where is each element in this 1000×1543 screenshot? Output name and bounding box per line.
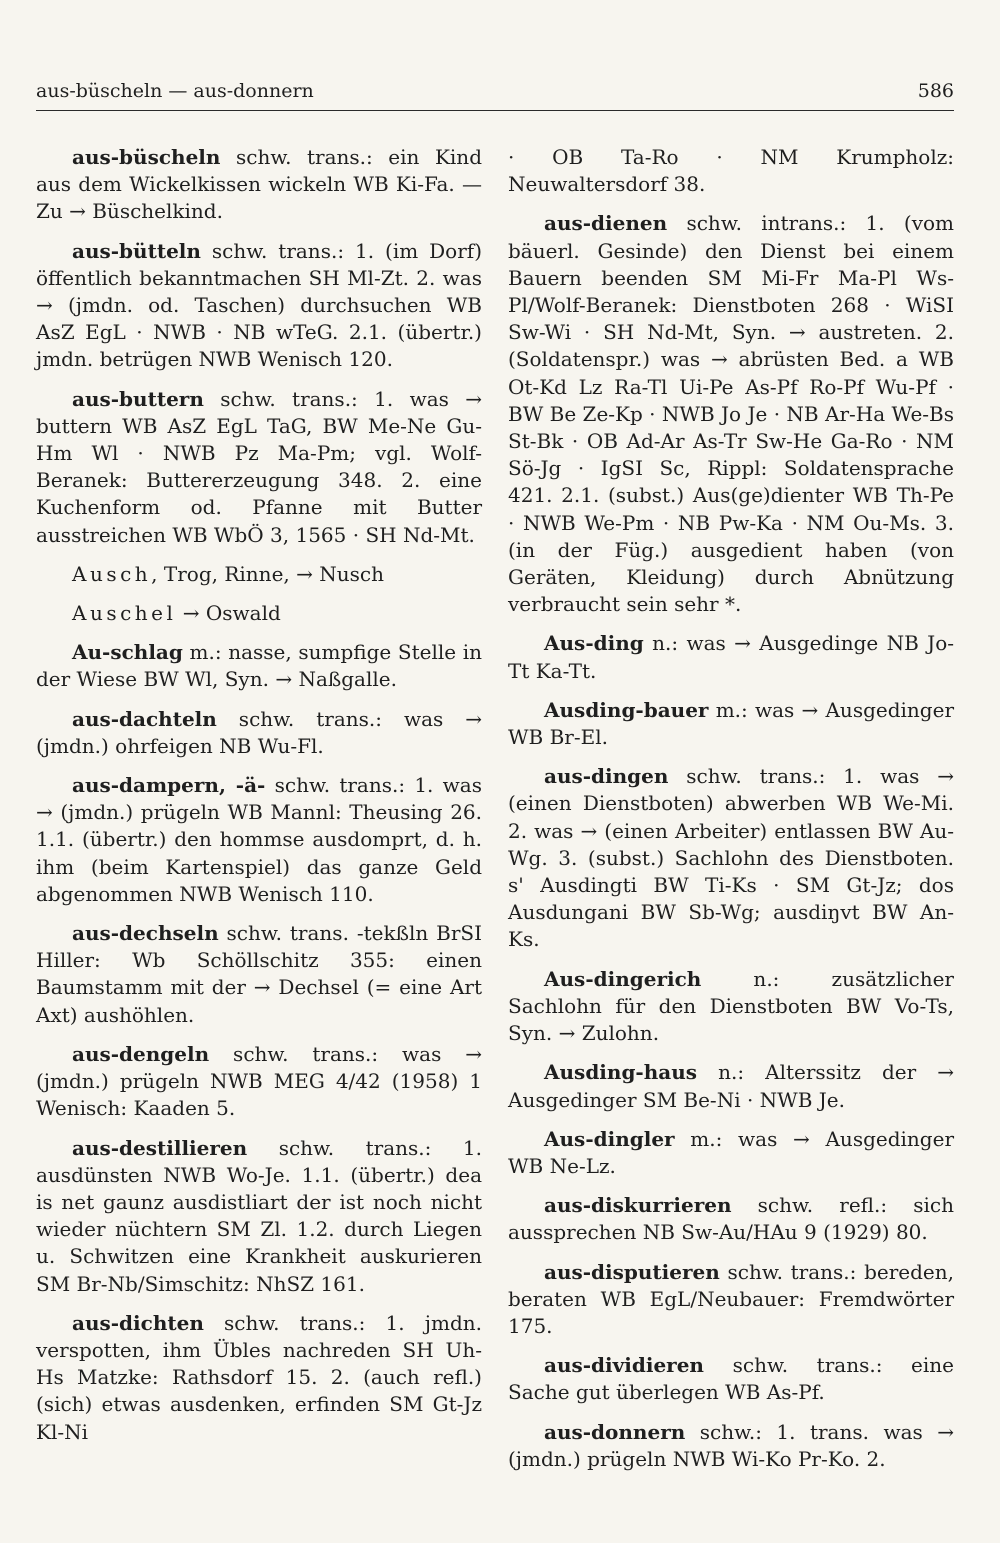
entry-text: schw. trans.: was → (jmdn.) prügeln NWB MEG 4/42 (1958) 1 Wenisch: Kaaden 5.	[36, 1041, 482, 1121]
entry-headword: aus-diskurrieren	[544, 1193, 732, 1218]
entry-headword: Aus-dingerich	[544, 966, 702, 991]
entry-text: schw. trans. -tekßln BrSI Hiller: Wb Schöllschitz 355: einen Baumstamm mit der → Dechsel (= eine Art Axt) aushöhlen.	[36, 921, 482, 1027]
entry-headword: aus-disputieren	[544, 1259, 720, 1284]
dictionary-entry	[508, 966, 954, 1048]
dictionary-entry	[36, 920, 482, 1029]
entry-text: schw. refl.: sich aussprechen NB Sw-Au/HAu 9 (1929) 80.	[508, 1193, 954, 1245]
dictionary-entry	[36, 639, 482, 693]
dictionary-entry	[36, 772, 482, 908]
dictionary-entry-continued	[508, 144, 954, 198]
dictionary-entry	[36, 144, 482, 226]
entry-text: schw. trans.: 1. ausdünsten NWB Wo-Je. 1.1. (übertr.) dea is net gaunz ausdistliart der ist noch nicht wieder nüchtern SM Zl. 1.2. durch Liegen u. Schwitzen eine Krankheit auskurieren SM Br-Nb/Simschitz: NhSZ 161.	[36, 1135, 482, 1296]
entry-headword: aus-dingen	[544, 764, 669, 789]
dictionary-entry	[36, 706, 482, 760]
entry-headword: aus-dachteln	[72, 706, 217, 731]
entry-headword: aus-dienen	[544, 211, 668, 236]
entry-headword: aus-destillieren	[72, 1135, 248, 1160]
entry-headword: Auschel	[72, 601, 177, 626]
entry-text: schw. trans.: was → (jmdn.) ohrfeigen NB Wu-Fl.	[36, 706, 482, 758]
entry-text: schw. trans.: bereden, beraten WB EgL/Neubauer: Fremdwörter 175.	[508, 1259, 954, 1338]
entry-headword: Au-schlag	[72, 640, 183, 665]
dictionary-entry	[36, 1041, 482, 1123]
entry-headword: aus-dichten	[72, 1310, 204, 1335]
dictionary-entry	[508, 210, 954, 618]
entry-headword: Aus-ding	[544, 631, 644, 656]
entry-headword: aus-dechseln	[72, 921, 219, 946]
dictionary-entry	[508, 697, 954, 751]
dictionary-entry	[36, 1135, 482, 1298]
entry-text: → Oswald	[176, 601, 281, 626]
page-title: aus-büscheln — aus-donnern	[36, 80, 314, 102]
page-header	[36, 76, 954, 111]
entry-text: n.: was → Ausgedinge NB Jo-Tt Ka-Tt.	[508, 631, 954, 683]
page-number: 586	[917, 80, 954, 102]
entry-text: m.: was → Ausgedinger WB Ne-Lz.	[508, 1126, 954, 1178]
entry-text: schw.: 1. trans. was → (jmdn.) prügeln NWB Wi-Ko Pr-Ko. 2.	[508, 1419, 954, 1471]
dictionary-entry	[508, 1352, 954, 1406]
entry-headword: Ausding-bauer	[544, 697, 709, 722]
entry-headword: Ausding-haus	[544, 1060, 698, 1085]
entry-text: schw. trans.: 1. was → buttern WB AsZ EgL TaG, BW Me-Ne Gu-Hm Wl · NWB Pz Ma-Pm; vgl. Wolf-Beranek: Buttererzeugung 348. 2. eine Kuchenform od. Pfanne mit Butter ausstreichen WB WbÖ 3, 1565 · SH Nd-Mt.	[36, 386, 482, 547]
entry-text: schw. trans.: eine Sache gut überlegen WB As-Pf.	[508, 1353, 954, 1405]
entry-text: schw. trans.: 1. jmdn. verspotten, ihm Übles nachreden SH Uh-Hs Matzke: Rathsdorf 15. 2. (auch refl.) (sich) etwas ausdenken, erfinden SM Gt-Jz Kl-Ni	[36, 1310, 482, 1444]
dictionary-entry	[36, 600, 482, 627]
entry-headword: aus-donnern	[544, 1419, 686, 1444]
entry-headword: aus-büscheln	[72, 145, 221, 169]
dictionary-entry	[508, 1059, 954, 1113]
dictionary-entry	[508, 1419, 954, 1473]
entry-text: n.: zusätzlicher Sachlohn für den Dienstboten BW Vo-Ts, Syn. → Zulohn.	[508, 966, 954, 1046]
entry-text: schw. trans.: 1. (im Dorf) öffentlich bekanntmachen SH Ml-Zt. 2. was → (jmdn. od. Taschen) durchsuchen WB AsZ EgL · NWB · NB wTeG. 2.1. (übertr.) jmdn. betrügen NWB Wenisch 120.	[36, 238, 482, 372]
entry-headword: aus-dengeln	[72, 1041, 210, 1066]
dictionary-entry	[508, 630, 954, 684]
dictionary-entry	[36, 561, 482, 588]
entry-headword: aus-buttern	[72, 386, 204, 411]
entry-text: schw. intrans.: 1. (vom bäuerl. Gesinde) den Dienst bei einem Bauern beenden SM Mi-Fr Ma-Pl Ws-Pl/Wolf-Beranek: Dienstboten 268 · WiSI Sw-Wi · SH Nd-Mt, Syn. → austreten. 2. (Soldatenspr.) was → abrüsten Bed. a WB Ot-Kd Lz Ra-Tl Ui-Pe As-Pf Ro-Pf Wu-Pf · BW Be Ze-Kp · NWB Jo Je · NB Ar-Ha We-Bs St-Bk · OB Ad-Ar As-Tr Sw-He Ga-Ro · NM Sö-Jg · IgSI Sc, Rippl: Soldatensprache 421. 2.1. (subst.) Aus(ge)dienter WB Th-Pe · NWB We-Pm · NB Pw-Ka · NM Ou-Ms. 3. (in der Füg.) ausgedient haben (von Geräten, Kleidung) durch Abnützung verbraucht sein sehr *.	[508, 211, 954, 617]
dictionary-entry	[508, 1192, 954, 1246]
dictionary-entry	[36, 1310, 482, 1446]
entry-text: , Trog, Rinne, → Nusch	[151, 561, 384, 586]
left-column	[36, 144, 482, 1458]
entry-text: m.: nasse, sumpfige Stelle in der Wiese BW Wl, Syn. → Naßgalle.	[36, 640, 482, 692]
dictionary-entry	[508, 1126, 954, 1180]
entry-text: m.: was → Ausgedinger WB Br-El.	[508, 697, 954, 750]
dictionary-entry	[36, 386, 482, 549]
entry-headword: aus-dividieren	[544, 1353, 704, 1378]
entry-text: · OB Ta-Ro · NM Krumpholz: Neuwaltersdorf 38.	[508, 145, 954, 197]
entry-text: n.: Alterssitz der → Ausgedinger SM Be-Ni · NWB Je.	[508, 1060, 954, 1112]
entry-headword: aus-dampern, -ä-	[72, 773, 266, 798]
dictionary-entry	[508, 763, 954, 953]
entry-text: schw. trans.: 1. was → (einen Dienstboten) abwerben WB We-Mi. 2. was → (einen Arbeiter) entlassen BW Au-Wg. 3. (subst.) Sachlohn des Dienstboten. s' Ausdingti BW Ti-Ks · SM Gt-Jz; dos Ausdungani BW Sb-Wg; ausdiŋvt BW An-Ks.	[508, 764, 954, 952]
entry-text: schw. trans.: 1. was → (jmdn.) prügeln WB Mannl: Theusing 26. 1.1. (übertr.) den hommse ausdomprt, d. h. ihm (beim Kartenspiel) das ganze Geld abgenommen NWB Wenisch 110.	[36, 773, 482, 906]
dictionary-entry	[36, 238, 482, 374]
entry-headword: Aus-dingler	[544, 1126, 675, 1151]
entry-text: schw. trans.: ein Kind aus dem Wickelkissen wickeln WB Ki-Fa. — Zu → Büschelkind.	[36, 145, 482, 224]
dictionary-entry	[508, 1259, 954, 1341]
entry-headword: aus-bütteln	[72, 238, 201, 263]
entry-headword: Ausch	[72, 561, 152, 586]
right-column	[508, 144, 954, 1485]
